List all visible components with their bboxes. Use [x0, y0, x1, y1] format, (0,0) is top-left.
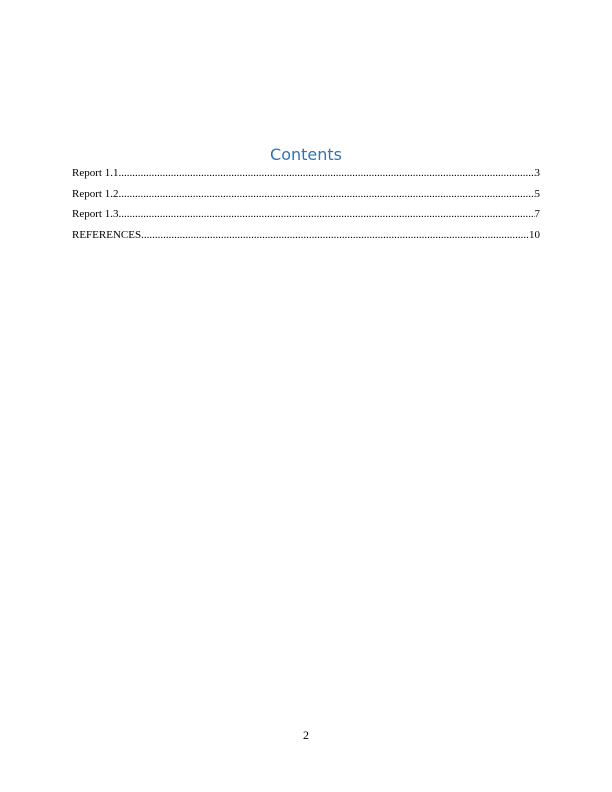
toc-entry-report-1-3[interactable]: [72, 207, 540, 228]
toc-dot-leader: [118, 207, 534, 221]
toc-entry-report-1-2[interactable]: [72, 187, 540, 208]
toc-entry-report-1-1[interactable]: [72, 166, 540, 187]
toc-entry-label: Report 1.1: [72, 167, 119, 179]
table-of-contents: [72, 166, 540, 248]
toc-entry-label: Report 1.3: [72, 208, 119, 220]
toc-entry-label: Report 1.2: [72, 187, 119, 200]
toc-entry-page: 10: [529, 228, 540, 241]
toc-entry-label: REFERENCES: [72, 228, 142, 241]
toc-entry-page: 7: [534, 208, 540, 220]
toc-dot-leader: [141, 228, 529, 242]
toc-entry-page: 5: [534, 187, 540, 200]
toc-dot-leader: [118, 166, 534, 180]
toc-title: Contents: [270, 145, 342, 164]
toc-dot-leader: [118, 187, 534, 201]
page-number: 2: [303, 728, 309, 742]
toc-entry-page: 3: [534, 167, 540, 179]
toc-entry-references[interactable]: [72, 228, 540, 249]
